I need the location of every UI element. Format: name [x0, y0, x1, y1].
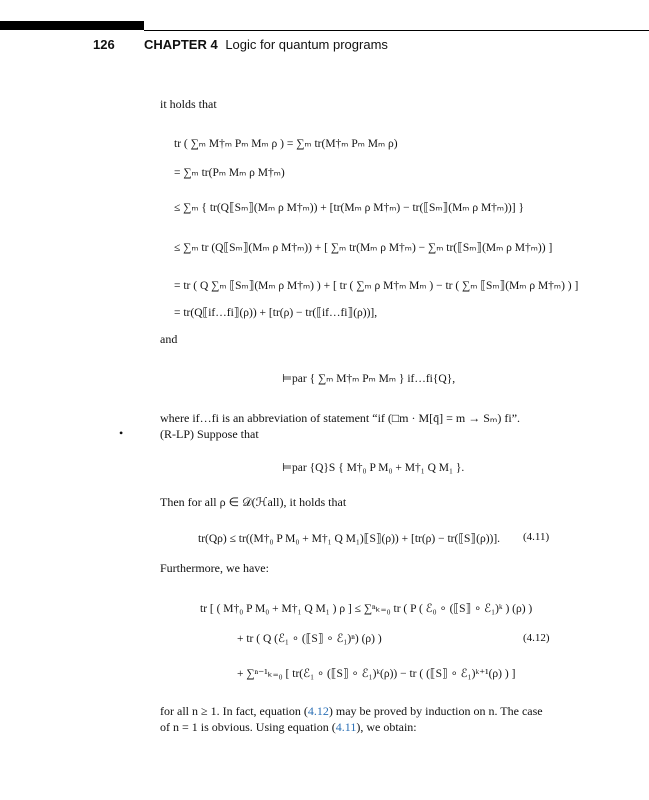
- equation-4-12-line-1: tr [ ( M†₀ P M₀ + M†₁ Q M₁ ) ρ ] ≤ ∑ⁿₖ₌₀ tr ( P ( ℰ₀ ∘ (⟦S⟧ ∘ ℰ₁)ᵏ ) (ρ) ): [200, 603, 533, 615]
- forall-text-b: ) may be proved by induction on n. The case: [328, 704, 543, 718]
- bullet-rlp: (R-LP) Suppose that: [160, 427, 259, 441]
- equation-line-2: = ∑ₘ tr(Pₘ Mₘ ρ M†ₘ): [174, 167, 285, 179]
- equation-number-4-12: (4.12): [523, 632, 550, 644]
- chapter-title: Logic for quantum programs: [225, 37, 388, 52]
- ref-eq-4-11[interactable]: 4.11: [335, 720, 357, 734]
- header-rule: [144, 30, 649, 31]
- equation-4-12-line-3: + ∑ⁿ⁻¹ₖ₌₀ [ tr(ℰ₁ ∘ (⟦S⟧ ∘ ℰ₁)ᵏ(ρ)) − tr ( (⟦S⟧ ∘ ℰ₁)ᵏ⁺¹(ρ) ) ]: [237, 668, 516, 680]
- bullet-marker: •: [119, 426, 124, 440]
- chapter-label: CHAPTER 4: [144, 37, 218, 52]
- equation-line-3: ≤ ∑ₘ { tr(Q⟦Sₘ⟧(Mₘ ρ M†ₘ)) + [tr(Mₘ ρ M†ₘ) − tr(⟦Sₘ⟧(Mₘ ρ M†ₘ))] }: [174, 202, 524, 214]
- equation-line-4: ≤ ∑ₘ tr (Q⟦Sₘ⟧(Mₘ ρ M†ₘ)) + [ ∑ₘ tr(Mₘ ρ M†ₘ) − ∑ₘ tr(⟦Sₘ⟧(Mₘ ρ M†ₘ)) ]: [174, 242, 553, 254]
- equation-par-1: ⊨par { ∑ₘ M†ₘ Pₘ Mₘ } if…fi{Q},: [282, 373, 456, 385]
- equation-line-5: = tr ( Q ∑ₘ ⟦Sₘ⟧(Mₘ ρ M†ₘ) ) + [ tr ( ∑ₘ ρ M†ₘ Mₘ ) − tr ( ∑ₘ ⟦Sₘ⟧(Mₘ ρ M†ₘ) ) ]: [174, 280, 579, 292]
- paragraph-holds: it holds that: [160, 97, 217, 111]
- equation-line-6: = tr(Q⟦if…fi⟧(ρ)) + [tr(ρ) − tr(⟦if…fi⟧(ρ))],: [174, 307, 378, 319]
- paragraph-case: [160, 719, 417, 735]
- equation-line-1: tr ( ∑ₘ M†ₘ Pₘ Mₘ ρ ) = ∑ₘ tr(M†ₘ Pₘ Mₘ ρ): [174, 138, 398, 150]
- equation-4-12-line-2: + tr ( Q (ℰ₁ ∘ (⟦S⟧ ∘ ℰ₁)ⁿ) (ρ) ): [237, 633, 382, 645]
- paragraph-forall: [160, 703, 543, 719]
- paragraph-then: Then for all ρ ∈ 𝒟(ℋall), it holds that: [160, 495, 347, 509]
- ref-eq-4-12[interactable]: 4.12: [307, 704, 329, 718]
- forall-text-a: for all n ≥ 1. In fact, equation (: [160, 704, 308, 718]
- paragraph-furthermore: Furthermore, we have:: [160, 561, 269, 575]
- case-text-b: ), we obtain:: [356, 720, 417, 734]
- chapter-heading: [144, 37, 388, 52]
- header-bar: [0, 21, 144, 30]
- case-text-a: of n = 1 is obvious. Using equation (: [160, 720, 336, 734]
- page-number: 126: [93, 37, 115, 52]
- equation-number-4-11: (4.11): [523, 531, 550, 543]
- equation-4-11: tr(Qρ) ≤ tr((M†₀ P M₀ + M†₁ Q M₁)⟦S⟧(ρ)) + [tr(ρ) − tr(⟦S⟧(ρ))].: [198, 533, 501, 545]
- paragraph-where: where if…fi is an abbreviation of statement “if (□m · M[q̄] = m → Sₘ) fi”.: [160, 411, 521, 425]
- equation-par-2: ⊨par {Q}S { M†₀ P M₀ + M†₁ Q M₁ }.: [282, 462, 465, 474]
- paragraph-and: and: [160, 332, 178, 346]
